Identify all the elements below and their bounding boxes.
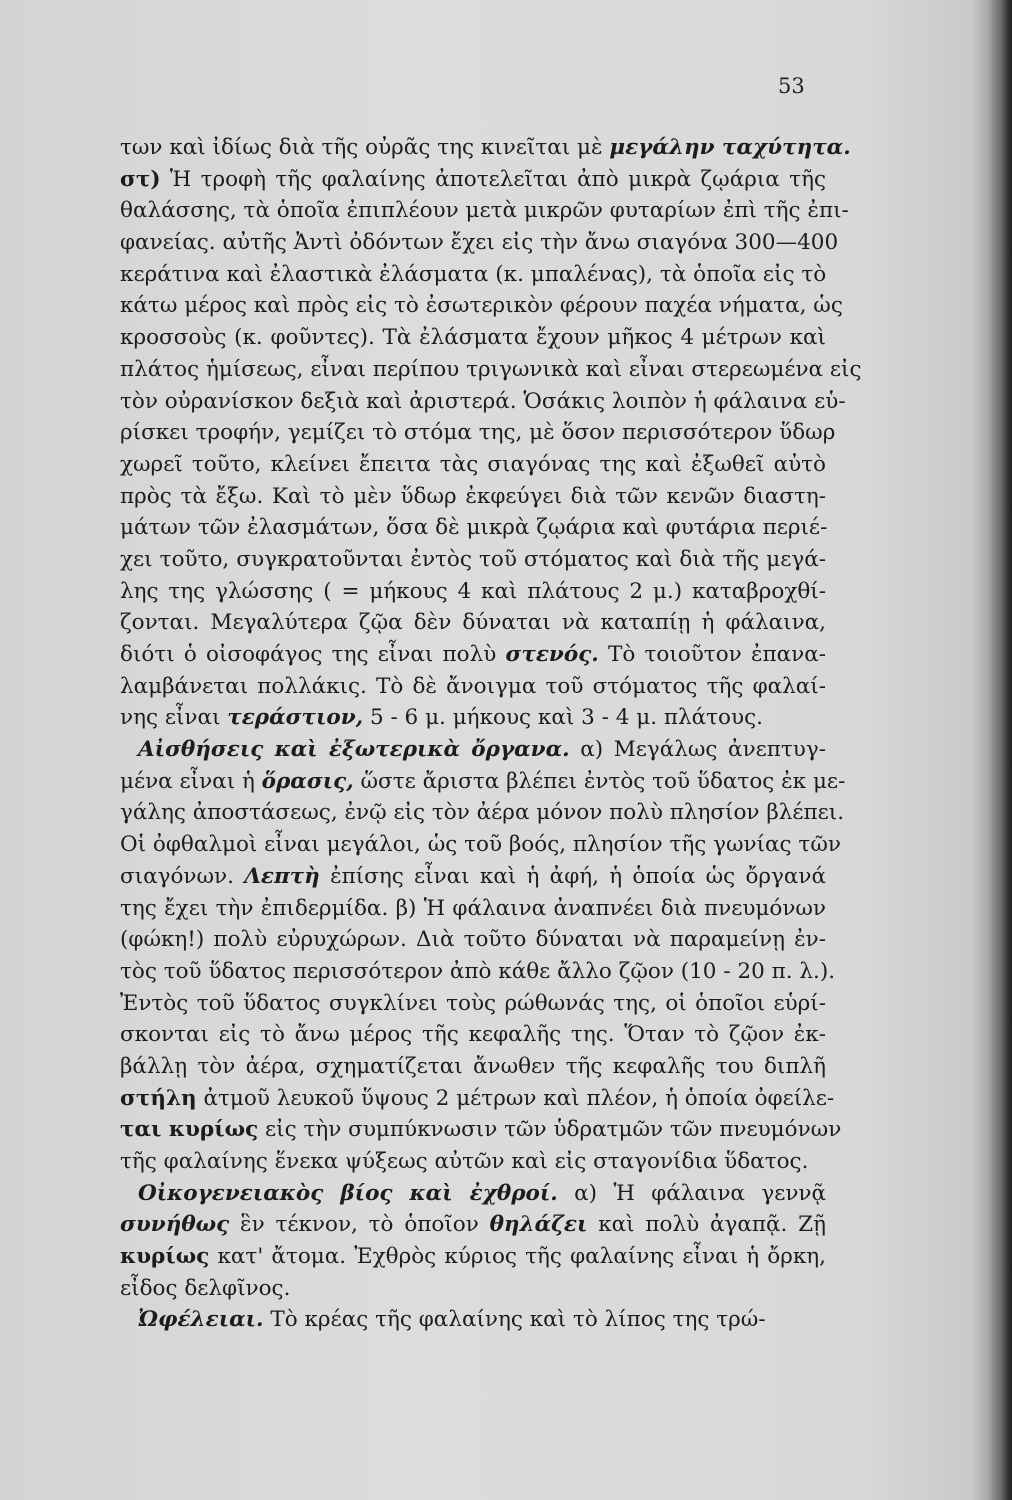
- text-segment: Ἡ τροφὴ τῆς φαλαίνης ἀποτελεῖται ἀπὸ μικρὰ ζῳάρια τῆς: [160, 166, 826, 192]
- text-segment: Ὠφέλειαι.: [138, 1307, 264, 1333]
- text-segment: ὅρασις,: [261, 768, 354, 794]
- text-line: [120, 702, 826, 734]
- text-line: [120, 322, 826, 354]
- text-segment: α) Μεγάλως ἀνεπτυγ-: [569, 737, 826, 763]
- text-line: [120, 132, 851, 164]
- text-segment: κεράτινα καὶ ἐλαστικὰ ἐλάσματα (κ. μπαλένας), τὰ ὁποῖα εἰς τὸ: [120, 261, 827, 287]
- text-segment: τῆς φαλαίνης ἕνεκα ψύξεως αὐτῶν καὶ εἰς σταγονίδια ὕδατος.: [120, 1149, 809, 1174]
- text-segment: νης εἶναι: [120, 705, 228, 731]
- text-segment: γάλης ἀποστάσεως, ἐνῷ εἰς τὸν ἀέρα μόνον πολὺ πλησίον βλέπει.: [120, 800, 845, 826]
- text-line: [120, 576, 826, 608]
- text-line: [120, 956, 836, 988]
- text-line: [120, 924, 826, 956]
- text-segment: τὸς τοῦ ὕδατος περισσότερον ἀπὸ κάθε ἄλλο ζῷον (10 - 20 π. λ.).: [120, 958, 836, 984]
- text-line: [120, 386, 846, 418]
- text-segment: βάλλῃ τὸν ἀέρα, σχηματίζεται ἄνωθεν τῆς κεφαλῆς του διπλῆ: [120, 1053, 826, 1079]
- text-line: [120, 766, 846, 798]
- text-line: [120, 512, 826, 544]
- text-line: [120, 449, 826, 481]
- text-segment: Αἰσθήσεις καὶ ἐξωτερικὰ ὄργανα.: [138, 737, 570, 763]
- text-line: [120, 195, 849, 227]
- text-segment: πλάτος ἡμίσεως, εἶναι περίπου τριγωνικὰ καὶ εἶναι στερεωμένα εἰς: [120, 356, 862, 382]
- text-line: [120, 290, 843, 322]
- text-segment: (φώκη!) πολὺ εὐρυχώρων. Διὰ τοῦτο δύναται νὰ παραμείνῃ ἐν-: [120, 927, 826, 953]
- text-segment: λης της γλώσσης ( = μήκους 4 καὶ πλάτους 2 μ.) καταβροχθί-: [120, 578, 826, 604]
- text-segment: σκονται εἰς τὸ ἄνω μέρος τῆς κεφαλῆς της. Ὅταν τὸ ζῷον ἐκ-: [120, 1022, 826, 1048]
- text-segment: Τὸ κρέας τῆς φαλαίνης καὶ τὸ λίπος της τρώ-: [263, 1307, 766, 1333]
- text-segment: Οἰκογενειακὸς βίος καὶ ἐχθροί.: [138, 1180, 558, 1206]
- text-line: [120, 829, 841, 861]
- text-segment: Ἐντὸς τοῦ ὕδατος συγκλίνει τοὺς ρώθωνάς της, οἱ ὁποῖοι εὑρί-: [120, 990, 826, 1016]
- text-line: [120, 797, 845, 829]
- text-segment: των καὶ ἰδίως διὰ τῆς οὐρᾶς της κινεῖται μὲ: [120, 135, 610, 160]
- text-segment: φανείας. αὐτῆς Ἀντὶ ὀδόντων ἔχει εἰς τὴν ἄνω σιαγόνα 300—400: [120, 230, 839, 256]
- text-segment: ζονται. Μεγαλύτερα ζῷα δὲν δύναται νὰ καταπίῃ ἡ φάλαινα,: [120, 610, 826, 636]
- text-segment: θηλάζει: [489, 1212, 588, 1238]
- page-number: 53: [778, 74, 805, 98]
- text-line: [120, 417, 836, 449]
- text-segment: ὥστε ἄριστα βλέπει ἐντὸς τοῦ ὕδατος ἐκ με-: [353, 768, 846, 794]
- text-segment: χει τοῦτο, συγκρατοῦνται ἐντὸς τοῦ στόματος καὶ διὰ τῆς μεγά-: [120, 546, 826, 572]
- text-segment: θαλάσσης, τὰ ὁποῖα ἐπιπλέουν μετὰ μικρῶν φυταρίων ἐπὶ τῆς ἐπι-: [120, 198, 849, 224]
- text-line: [120, 1241, 826, 1273]
- text-line: [120, 861, 826, 893]
- text-segment: μάτων τῶν ἐλασμάτων, ὅσα δὲ μικρὰ ζῳάρια καὶ φυτάρια περιέ-: [120, 515, 828, 541]
- text-segment: Λεπτὴ: [244, 863, 320, 889]
- text-line: [120, 1273, 826, 1305]
- text-line: [120, 639, 826, 671]
- text-line: [120, 544, 826, 576]
- text-segment: στ): [120, 166, 161, 192]
- text-line: [120, 354, 862, 386]
- text-line: [120, 1083, 835, 1115]
- text-segment: εἶδος δελφῖνος.: [120, 1275, 291, 1301]
- text-segment: μένα εἶναι ἡ: [120, 768, 262, 794]
- text-segment: Οἱ ὀφθαλμοὶ εἶναι μεγάλοι, ὡς τοῦ βοός, πλησίον τῆς γωνίας τῶν: [120, 832, 841, 858]
- text-segment: ρίσκει τροφήν, γεμίζει τὸ στόμα της, μὲ ὅσον περισσότερον ὕδωρ: [120, 420, 836, 446]
- text-line: [120, 481, 826, 513]
- text-line: [120, 1178, 826, 1210]
- text-segment: της ἔχει τὴν ἐπιδερμίδα. β) Ἡ φάλαινα ἀναπνέει διὰ πνευμόνων: [120, 895, 826, 921]
- text-line: [120, 607, 826, 639]
- text-line: [120, 1114, 842, 1146]
- text-line: [120, 671, 826, 703]
- text-segment: στενός.: [505, 642, 599, 667]
- text-segment: πρὸς τὰ ἔξω. Καὶ τὸ μὲν ὕδωρ ἐκφεύγει διὰ τῶν κενῶν διαστη-: [120, 483, 826, 509]
- text-segment: κυρίως: [120, 1244, 210, 1270]
- text-line: [120, 1304, 826, 1336]
- text-segment: κροσσοὺς (κ. φοῦντες). Τὰ ἐλάσματα ἔχουν μῆκος 4 μέτρων καὶ: [120, 325, 826, 351]
- text-segment: τὸν οὐρανίσκον δεξιὰ καὶ ἀριστερά. Ὁσάκις λοιπὸν ἡ φάλαινα εὑ-: [120, 388, 846, 414]
- text-segment: κατ' ἄτομα. Ἐχθρὸς κύριος τῆς φαλαίνης εἶναι ἡ ὄρκη,: [209, 1244, 826, 1270]
- text-segment: εἰς τὴν συμπύκνωσιν τῶν ὑδρατμῶν τῶν πνευμόνων: [258, 1117, 842, 1143]
- text-line: [120, 1019, 826, 1051]
- text-segment: συνήθως: [120, 1212, 230, 1238]
- page-edge-shadow: [988, 0, 1012, 1500]
- text-segment: α) Ἡ φάλαινα γεννᾷ: [557, 1180, 826, 1206]
- text-line: [120, 1146, 826, 1178]
- text-segment: ἐπίσης εἶναι καὶ ἡ ἀφή, ἡ ὁποία ὡς ὄργανά: [319, 863, 827, 889]
- text-segment: τεράστιον,: [227, 705, 364, 731]
- text-segment: ἓν τέκνον, τὸ ὁποῖον: [229, 1212, 490, 1238]
- text-segment: χωρεῖ τοῦτο, κλείνει ἔπειτα τὰς σιαγόνας της καὶ ἐξωθεῖ αὐτὸ: [120, 451, 826, 477]
- text-line: [120, 227, 839, 259]
- text-line: [120, 259, 826, 291]
- text-segment: ται κυρίως: [120, 1117, 259, 1143]
- text-line: [120, 988, 826, 1020]
- text-segment: μεγάλην ταχύτητα.: [609, 135, 851, 160]
- text-segment: καὶ πολὺ ἀγαπᾷ. Ζῇ: [587, 1212, 827, 1238]
- body-text: [120, 132, 862, 1336]
- text-segment: σιαγόνων.: [120, 863, 245, 889]
- text-segment: 5 - 6 μ. μήκους καὶ 3 - 4 μ. πλάτους.: [363, 705, 763, 731]
- text-segment: κάτω μέρος καὶ πρὸς εἰς τὸ ἐσωτερικὸν φέρουν παχέα νήματα, ὡς: [120, 293, 843, 319]
- text-segment: διότι ὁ οἰσοφάγος της εἶναι πολὺ: [120, 642, 506, 667]
- text-line: [120, 164, 826, 196]
- text-line: [120, 1209, 826, 1241]
- text-segment: Τὸ τοιοῦτον ἐπανα-: [598, 642, 826, 667]
- text-segment: λαμβάνεται πολλάκις. Τὸ δὲ ἄνοιγμα τοῦ στόματος τῆς φαλαί-: [120, 673, 826, 699]
- text-segment: στήλη: [120, 1085, 197, 1111]
- text-line: [120, 734, 826, 766]
- text-line: [120, 1051, 826, 1083]
- text-line: [120, 893, 826, 925]
- text-segment: ἀτμοῦ λευκοῦ ὕψους 2 μέτρων καὶ πλέον, ἡ ὁποία ὀφείλε-: [196, 1085, 835, 1111]
